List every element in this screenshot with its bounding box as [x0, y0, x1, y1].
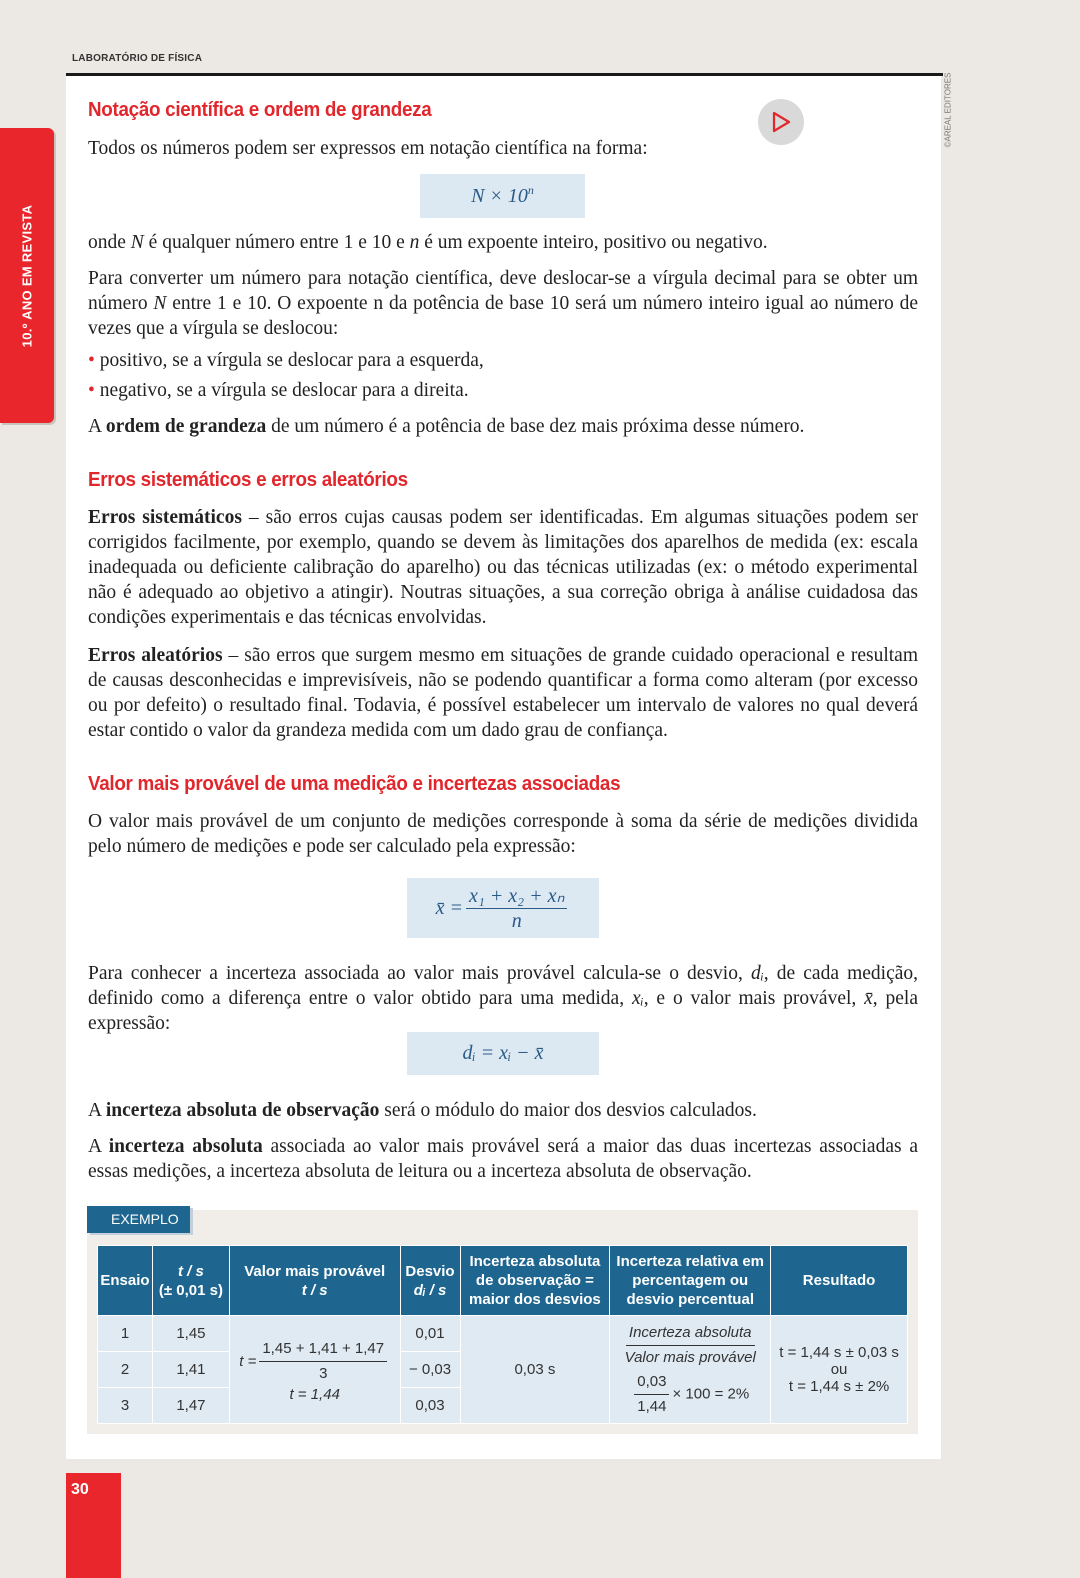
text-run: A — [88, 1100, 106, 1121]
example-label: EXEMPLO — [87, 1206, 190, 1233]
result-line: ou — [830, 1361, 848, 1378]
table-row — [98, 1316, 908, 1352]
text-run: , e o valor mais provável, — [643, 988, 865, 1009]
cell-ensaio: 3 — [98, 1388, 153, 1424]
cell-rel-uncertainty — [610, 1316, 771, 1424]
math-symbol: n — [409, 232, 420, 253]
cell-abs-uncertainty: 0,03 s — [460, 1316, 610, 1424]
formula-base: N × 10 — [471, 184, 528, 207]
bold-term: Erros sistemáticos — [88, 507, 242, 528]
cell-ensaio: 2 — [98, 1352, 153, 1388]
text-run: A — [88, 416, 106, 437]
header-result: Resultado — [771, 1246, 908, 1316]
math-symbol: dᵢ — [750, 963, 764, 984]
text-run: onde — [88, 232, 131, 253]
paragraph — [88, 1134, 918, 1184]
header-t — [152, 1246, 229, 1316]
text-run: A — [88, 1136, 109, 1157]
side-tab-label: 10.º ANO EM REVISTA — [19, 204, 35, 347]
header-abs-uncertainty: Incerteza absoluta de observação = maior dos desvios — [460, 1246, 610, 1316]
math-symbol: N — [130, 232, 144, 253]
paragraph — [88, 961, 918, 1036]
header-valor-unit: t / s — [301, 1281, 328, 1299]
numerator: x₁ + x₂ + xₙ — [466, 884, 568, 909]
result-line: t = 1,44 s ± 2% — [788, 1378, 890, 1395]
paragraph — [88, 643, 918, 743]
text-run: será o módulo do maior dos desvios calculados. — [379, 1100, 757, 1121]
numerator: 1,45 + 1,41 + 1,47 — [259, 1337, 387, 1362]
text-run: , pela expressão: — [88, 988, 918, 1034]
header-t-label: t / s — [177, 1262, 204, 1280]
paragraph — [88, 414, 918, 439]
mean-result: t = 1,44 — [289, 1385, 340, 1403]
text-run: entre 1 e 10. O expoente n da potência de base 10 será um número inteiro igual ao número de vezes que a vírgula se deslocou: — [88, 293, 918, 339]
cell-t: 1,47 — [152, 1388, 229, 1424]
cell-t: 1,41 — [152, 1352, 229, 1388]
math-symbol: x̄ — [864, 988, 873, 1009]
text-run: Para converter um número para notação científica, deve deslocar-se a vírgula decimal para se obter um número — [88, 268, 918, 314]
math-symbol: N — [153, 293, 167, 314]
cell-ensaio: 1 — [98, 1316, 153, 1352]
text-run: – são erros cujas causas podem ser identificadas. Em algumas situações podem ser corrigidos facilmente, por exemplo, quando se devem às limitações dos aparelhos de medida (ex: escala inadequada ou deficiente calibração do aparelho) ou das técnicas utilizadas (ex: o método experimental não é adequado ao objetivo a atingir). Noutras situações, a sua correção obriga à análise cuidadosa das condições experimentais e das técnicas envolvidas. — [88, 507, 919, 628]
rel-fraction — [625, 1321, 756, 1370]
formula-lhs: x̄ = — [435, 896, 463, 919]
formula-deviation: dᵢ = xᵢ − x̄ — [407, 1032, 599, 1075]
denominator: 1,44 — [637, 1397, 667, 1415]
copyright — [942, 72, 954, 148]
denominator: Valor mais provável — [624, 1348, 756, 1366]
side-tab — [0, 128, 54, 423]
bullet-item: • negativo, se a vírgula se deslocar para a direita. — [88, 378, 918, 403]
header-ensaio: Ensaio — [98, 1246, 153, 1316]
denominator: n — [511, 909, 522, 932]
denominator: 3 — [319, 1364, 328, 1382]
bullet-item: • positivo, se a vírgula se deslocar para a esquerda, — [88, 348, 918, 373]
bold-term: Erros aleatórios — [88, 645, 223, 666]
text-run: – são erros que surgem mesmo em situações de grande cuidado operacional e resultam de causas desconhecidas e imprevisíveis, não se podendo quantificar a forma como alteram (por excesso ou por defeito) o resultado final. Todavia, é possível estabelecer um intervalo de valores no qual deverá estar contido o valor da grandeza medida com um dado grau de confiança. — [88, 645, 919, 741]
text-run: Para conhecer a incerteza associada ao valor mais provável calcula-se o desvio, — [88, 963, 751, 984]
text-run: O valor mais provável de um conjunto de medições corresponde à soma da série de medições dividida pelo número de medições e pode ser calculado pela expressão: — [88, 811, 918, 857]
formula-exponent: n — [527, 183, 534, 197]
text-run: associada ao valor mais provável será a maior das duas incertezas associadas a essas medições, a incerteza absoluta de leitura ou a incerteza absoluta de observação. — [88, 1136, 918, 1182]
mean-lhs: t = — [239, 1352, 257, 1370]
result-line: t = 1,44 s ± 0,03 s — [779, 1344, 899, 1361]
section-title-errors: Erros sistemáticos e erros aleatórios — [88, 469, 408, 491]
header-t-uncertainty: (± 0,01 s) — [158, 1281, 223, 1299]
header-valor — [229, 1246, 400, 1316]
header-desvio-unit: dᵢ / s — [413, 1281, 447, 1299]
section-title-scientific-notation: Notação científica e ordem de grandeza — [88, 99, 432, 121]
cell-t: 1,45 — [152, 1316, 229, 1352]
section-title-most-probable-value: Valor mais provável de uma medição e incertezas associadas — [88, 773, 621, 795]
page-number: 30 — [66, 1473, 121, 1578]
example-table — [97, 1245, 908, 1424]
paragraph: Todos os números podem ser expressos em notação científica na forma: — [88, 138, 648, 159]
text-run: é um expoente inteiro, positivo ou negativo. — [419, 232, 768, 253]
header-rel-uncertainty: Incerteza relativa em percentagem ou desvio percentual — [610, 1246, 771, 1316]
bold-term: incerteza absoluta — [108, 1136, 263, 1157]
text-run: é qualquer número entre 1 e 10 e — [143, 232, 410, 253]
header-valor-label: Valor mais provável — [244, 1262, 386, 1280]
table-header-row — [98, 1246, 908, 1316]
paragraph — [88, 1098, 918, 1123]
cell-desvio: 0,01 — [400, 1316, 460, 1352]
numerator: Incerteza absoluta — [626, 1321, 755, 1346]
formula-scientific-notation — [420, 174, 585, 218]
numerator: 0,03 — [634, 1370, 669, 1395]
formula-mean — [407, 878, 599, 938]
mean-fraction — [259, 1337, 387, 1386]
copyright-text: ©AREAL EDITORES — [943, 72, 953, 148]
paragraph — [88, 809, 918, 859]
cell-desvio: 0,03 — [400, 1388, 460, 1424]
cell-result — [771, 1316, 908, 1424]
cell-desvio: − 0,03 — [400, 1352, 460, 1388]
play-icon — [770, 110, 792, 134]
fraction — [466, 884, 568, 933]
header-desvio-label: Desvio — [405, 1262, 455, 1280]
paragraph — [88, 266, 918, 341]
cell-mean — [229, 1316, 400, 1424]
paragraph — [88, 230, 918, 255]
calc-fraction — [634, 1370, 669, 1419]
running-header: LABORATÓRIO DE FÍSICA — [72, 53, 203, 64]
calc-rest: × 100 = 2% — [672, 1384, 750, 1402]
bold-term: ordem de grandeza — [105, 416, 267, 437]
bold-term: incerteza absoluta de observação — [105, 1100, 380, 1121]
text-run: de um número é a potência de base dez mais próxima desse número. — [266, 416, 805, 437]
paragraph — [88, 505, 918, 630]
text-run: , de cada medição, definido como a diferença entre o valor obtido para uma medida, — [88, 963, 918, 1009]
header-desvio — [400, 1246, 460, 1316]
math-symbol: xᵢ — [631, 988, 644, 1009]
